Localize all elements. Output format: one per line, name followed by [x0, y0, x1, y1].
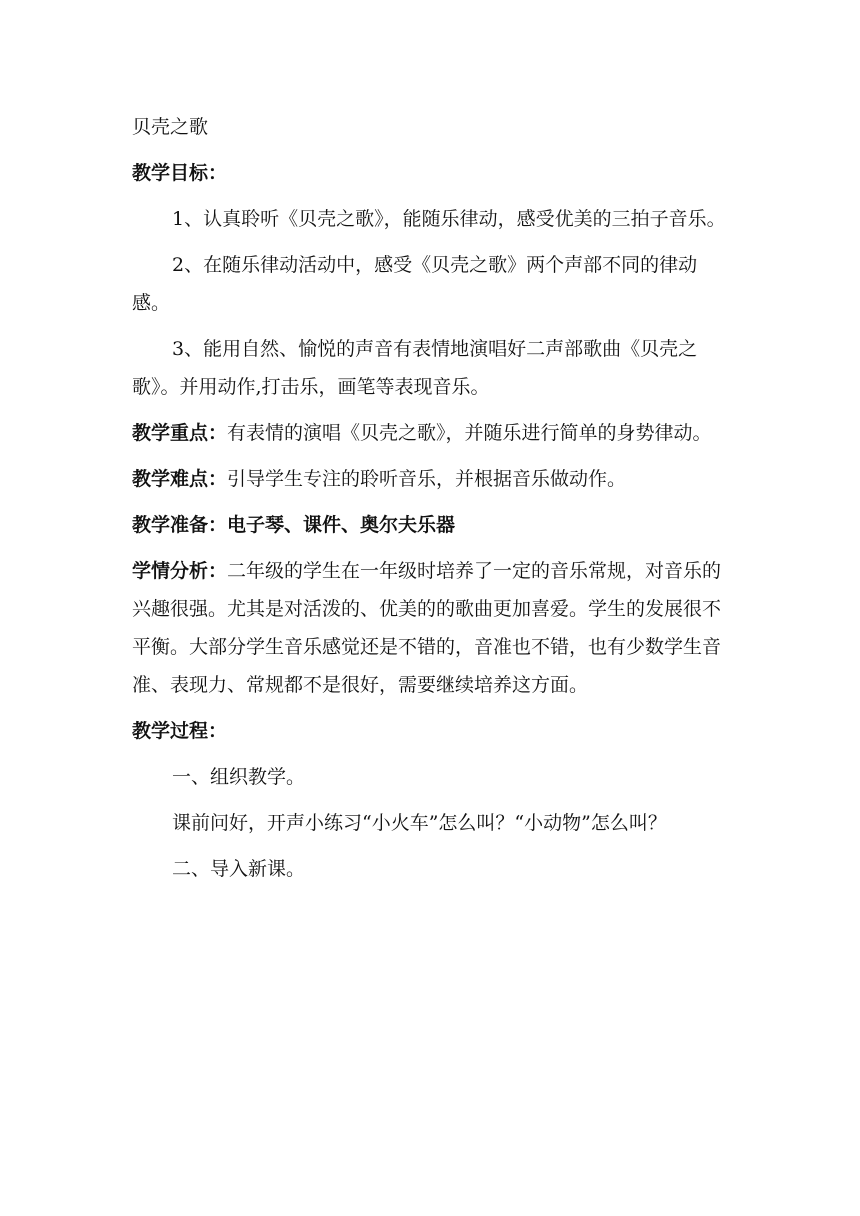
analysis	[132, 552, 730, 704]
preparation-label: 教学准备：	[132, 514, 228, 536]
preparation-text: 电子琴、课件、奥尔夫乐器	[227, 514, 456, 536]
analysis-text: 二年级的学生在一年级时培养了一定的音乐常规，对音乐的兴趣很强。尤其是对活泼的、优美的的歌曲更加喜爱。学生的发展很不平衡。大部分学生音乐感觉还是不错的，音准也不错，也有少数学生音准、表现力、常规都不是很好，需要继续培养这方面。	[132, 560, 722, 696]
preparation	[132, 506, 730, 544]
key-point-label: 教学重点：	[132, 422, 228, 444]
objective-1: 1、认真聆听《贝壳之歌》，能随乐律动，感受优美的三拍子音乐。	[172, 208, 726, 230]
objectives-heading: 教学目标：	[132, 162, 228, 184]
doc-title: 贝壳之歌	[132, 116, 209, 138]
step-1-text: 课前问好，开声小练习“小火车”怎么叫？“小动物”怎么叫？	[172, 812, 667, 834]
objective-3: 3、能用自然、愉悦的声音有表情地演唱好二声部歌曲《贝壳之歌》。并用动作,打击乐，画笔等表现音乐。	[132, 338, 698, 398]
difficulty-label: 教学难点：	[132, 468, 228, 490]
process-heading: 教学过程：	[132, 720, 228, 742]
difficulty	[132, 460, 730, 498]
difficulty-text: 引导学生专注的聆听音乐，并根据音乐做动作。	[227, 468, 627, 490]
analysis-label: 学情分析：	[132, 560, 228, 582]
key-point	[132, 414, 730, 452]
step-2-title: 二、导入新课。	[172, 858, 306, 880]
document-page	[132, 108, 730, 888]
step-1-title: 一、组织教学。	[172, 766, 306, 788]
key-point-text: 有表情的演唱《贝壳之歌》，并随乐进行简单的身势律动。	[227, 422, 712, 444]
objective-2: 2、在随乐律动活动中，感受《贝壳之歌》两个声部不同的律动感。	[132, 254, 698, 314]
